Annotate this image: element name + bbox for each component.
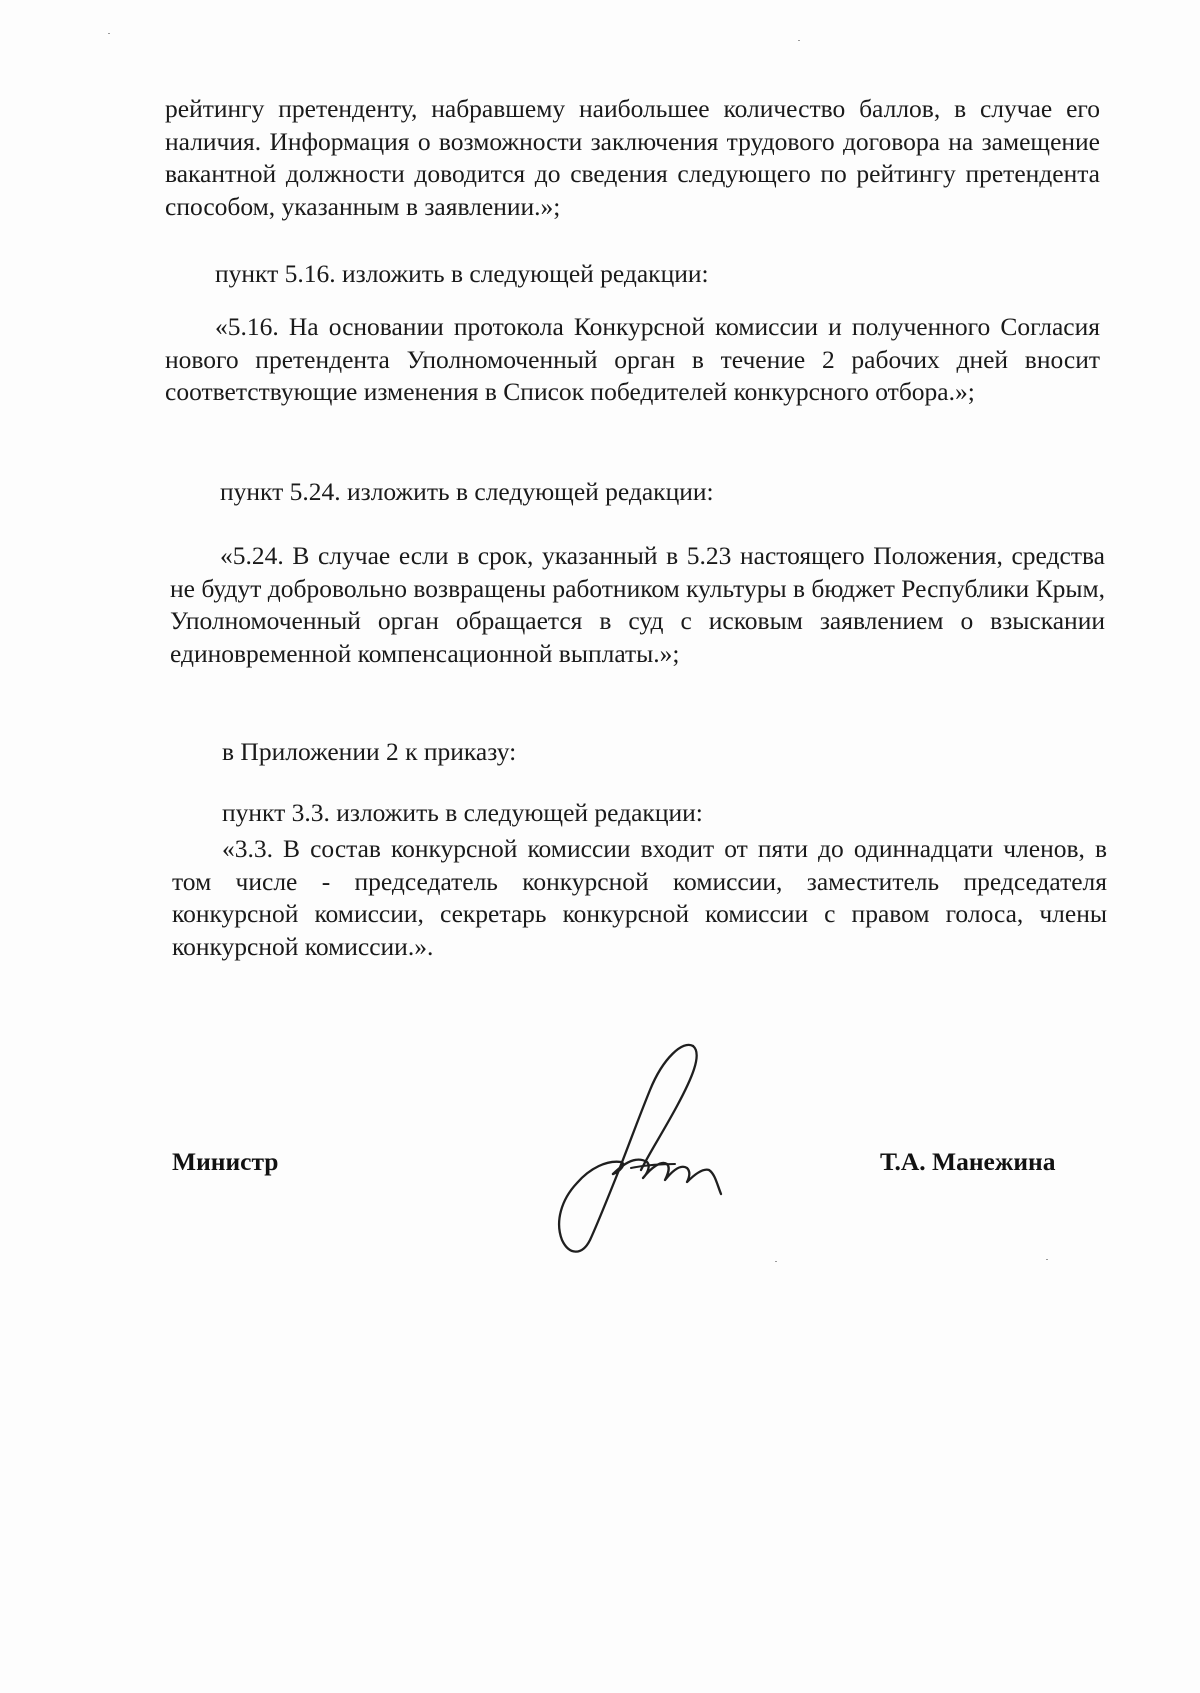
paragraph-rating-continuation: рейтингу претенденту, набравшему наибольшее количество баллов, в случае его наличия. Информация о возможности заключения трудового договора на замещение вакантной должности доводится до сведения следующего по рейтингу претендента способом, указанным в заявлении.»;: [165, 94, 1100, 221]
paragraph-point-5-16-heading: пункт 5.16. изложить в следующей редакции:: [215, 259, 709, 288]
signatory-name: Т.А. Манежина: [880, 1147, 1056, 1176]
scan-speck: [1046, 1259, 1048, 1260]
signatory-title: Министр: [172, 1147, 279, 1176]
scan-speck: [108, 33, 110, 34]
paragraph-appendix-2-heading: в Приложении 2 к приказу:: [222, 737, 517, 766]
scan-speck: [798, 40, 800, 41]
paragraph-point-3-3-heading: пункт 3.3. изложить в следующей редакции:: [222, 798, 703, 827]
scan-speck: [775, 1261, 777, 1262]
paragraph-point-5-16-text: «5.16. На основании протокола Конкурсной комиссии и полученного Согласия нового претендента Уполномоченный орган в течение 2 рабочих дней вносит соответствующие изменения в Список победителей конкурсного отбора.»;: [165, 312, 1100, 406]
paragraph-point-5-24-text: «5.24. В случае если в срок, указанный в 5.23 настоящего Положения, средства не будут добровольно возвращены работником культуры в бюджет Республики Крым, Уполномоченный орган обращается в суд с исковым заявлением о взыскании единовременной компенсационной выплаты.»;: [170, 541, 1105, 668]
paragraph-point-5-24-heading: пункт 5.24. изложить в следующей редакции:: [220, 477, 714, 506]
handwritten-signature: [555, 1040, 730, 1260]
paragraph-point-3-3-text: «3.3. В состав конкурсной комиссии входит от пяти до одиннадцати членов, в том числе - председатель конкурсной комиссии, заместитель председателя конкурсной комиссии, секретарь конкурсной комиссии с правом голоса, члены конкурсной комиссии.».: [172, 834, 1107, 961]
